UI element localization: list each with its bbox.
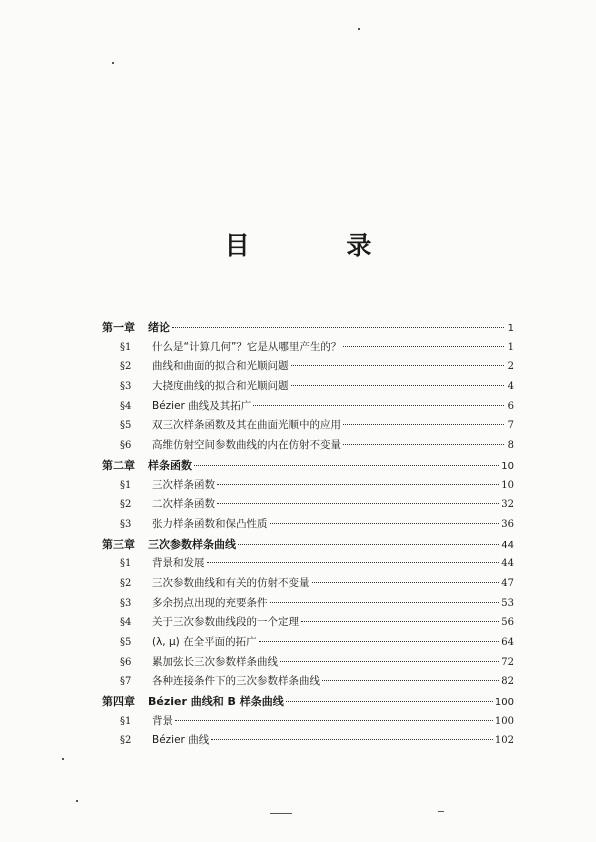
toc-page: 8 [507,440,514,452]
dot-leader [343,424,504,425]
toc-number: §1 [120,558,132,570]
toc-entry[interactable] [102,357,514,377]
toc-entry[interactable] [102,436,514,456]
toc-page: 6 [507,400,514,412]
dot-leader [194,465,499,466]
toc-number: §1 [120,715,132,727]
toc-entry[interactable] [102,338,514,358]
toc-label: 绪论 [148,321,170,334]
toc-page: 44 [501,558,514,570]
dot-leader [253,405,504,406]
toc-entry[interactable] [102,377,514,397]
toc-label: 什么是“计算几何”？它是从哪里产生的？ [152,340,342,353]
toc-label: 样条函数 [148,458,192,472]
dot-leader [286,701,493,702]
toc-entry[interactable] [102,692,514,712]
toc-number: §3 [120,597,132,609]
dot-leader [259,641,500,642]
toc-entry[interactable] [102,594,514,614]
toc-number: §3 [120,518,132,530]
toc-number: 第四章 [102,695,135,709]
toc-label: 关于三次参数曲线段的一个定理 [152,616,299,629]
toc-page: 82 [501,676,514,688]
toc-entry[interactable] [102,712,514,732]
toc-entry[interactable] [102,416,514,436]
dot-leader [312,582,500,583]
toc-number: 第一章 [102,321,135,334]
scan-speck [112,62,114,64]
toc-label: (λ, μ) 在全平面的拓广 [152,636,257,648]
toc-number: §2 [120,499,132,511]
toc-number: §1 [120,341,132,353]
dot-leader [270,602,500,603]
dot-leader [270,523,500,524]
dot-leader [343,346,504,347]
toc-page: 4 [507,381,514,393]
toc-page: 36 [501,518,514,530]
toc-entry[interactable] [102,456,514,476]
toc-label: Bézier 曲线及其拓广 [152,399,252,412]
toc-label: 累加弦长三次参数样条曲线 [152,655,278,668]
toc-number: §2 [120,735,132,747]
toc-label: 多余拐点出现的充要条件 [152,596,268,609]
toc-page: 56 [501,617,514,629]
toc-label: Bézier 曲线 [152,734,210,747]
toc-page: 1 [507,323,514,334]
toc-number: §4 [120,400,132,412]
toc-page: 2 [507,361,514,373]
toc-label: 曲线和曲面的拟合和光顺问题 [152,360,289,373]
toc-label: 大挠度曲线的拟合和光顺问题 [152,380,289,393]
toc-number: §3 [120,381,132,393]
toc-page: 64 [501,637,514,648]
dot-leader [172,327,504,328]
toc-page: 32 [501,499,514,511]
toc-number: §5 [120,637,132,648]
toc-entry[interactable] [102,515,514,535]
toc-number: §6 [120,440,132,452]
toc-number: §2 [120,361,132,373]
toc-page: 72 [501,656,514,668]
toc-number: 第三章 [102,537,135,551]
dot-leader [280,661,499,662]
toc-page: 10 [501,479,514,491]
scan-speck [62,758,64,760]
dot-leader [343,444,504,445]
toc-page: 100 [494,697,514,709]
toc-entry[interactable] [102,318,514,338]
toc-number: §4 [120,617,132,629]
dot-leader [238,544,499,545]
dot-leader [211,739,493,740]
dot-leader [175,720,493,721]
toc-label: 二次样条函数 [152,498,215,511]
toc-page: 10 [501,460,514,472]
toc-number: 第二章 [102,458,135,472]
toc-entry[interactable] [102,535,514,555]
toc-label: 各种连接条件下的三次参数样条曲线 [152,675,320,688]
toc-entry[interactable] [102,554,514,574]
toc-label: 背景 [152,714,173,727]
toc-label: 双三次样条函数及其在曲面光顺中的应用 [152,419,341,432]
toc-label: 背景和发展 [152,557,205,570]
toc-entry[interactable] [102,495,514,515]
dot-leader [291,365,505,366]
toc-entry[interactable] [102,613,514,633]
toc-entry[interactable] [102,672,514,692]
toc-entry[interactable] [102,397,514,417]
toc-page: 47 [501,577,514,589]
scan-speck [270,813,292,814]
toc-entry[interactable] [102,574,514,594]
toc-page: 102 [494,735,514,747]
toc-page: 53 [501,597,514,609]
toc-number: §5 [120,420,132,432]
dot-leader [217,503,499,504]
dot-leader [291,385,505,386]
toc-page: 7 [507,420,514,432]
toc-entry[interactable] [102,633,514,653]
toc-label: 三次参数曲线和有关的仿射不变量 [152,576,310,589]
table-of-contents [102,318,514,751]
dot-leader [301,621,499,622]
toc-entry[interactable] [102,731,514,751]
toc-number: §1 [120,479,132,491]
dot-leader [217,484,499,485]
toc-number: §7 [120,676,132,688]
toc-label: 高维仿射空间参数曲线的内在仿射不变量 [152,439,341,452]
dot-leader [207,562,500,563]
toc-page: 100 [494,715,514,727]
toc-number: §2 [120,577,132,589]
toc-label: 三次样条函数 [152,478,215,491]
toc-entry[interactable] [102,476,514,496]
toc-page: 1 [507,341,514,353]
scan-speck [76,800,78,802]
toc-number: §6 [120,656,132,668]
scan-speck [358,28,360,30]
toc-entry[interactable] [102,653,514,673]
toc-label: 三次参数样条曲线 [148,537,236,551]
toc-label: 张力样条函数和保凸性质 [152,517,268,530]
dot-leader [322,680,499,681]
toc-page: 44 [501,539,514,551]
scan-speck [438,811,444,812]
toc-label: Bézier 曲线和 B 样条曲线 [148,695,284,709]
page-title: 目 录 [224,231,416,260]
